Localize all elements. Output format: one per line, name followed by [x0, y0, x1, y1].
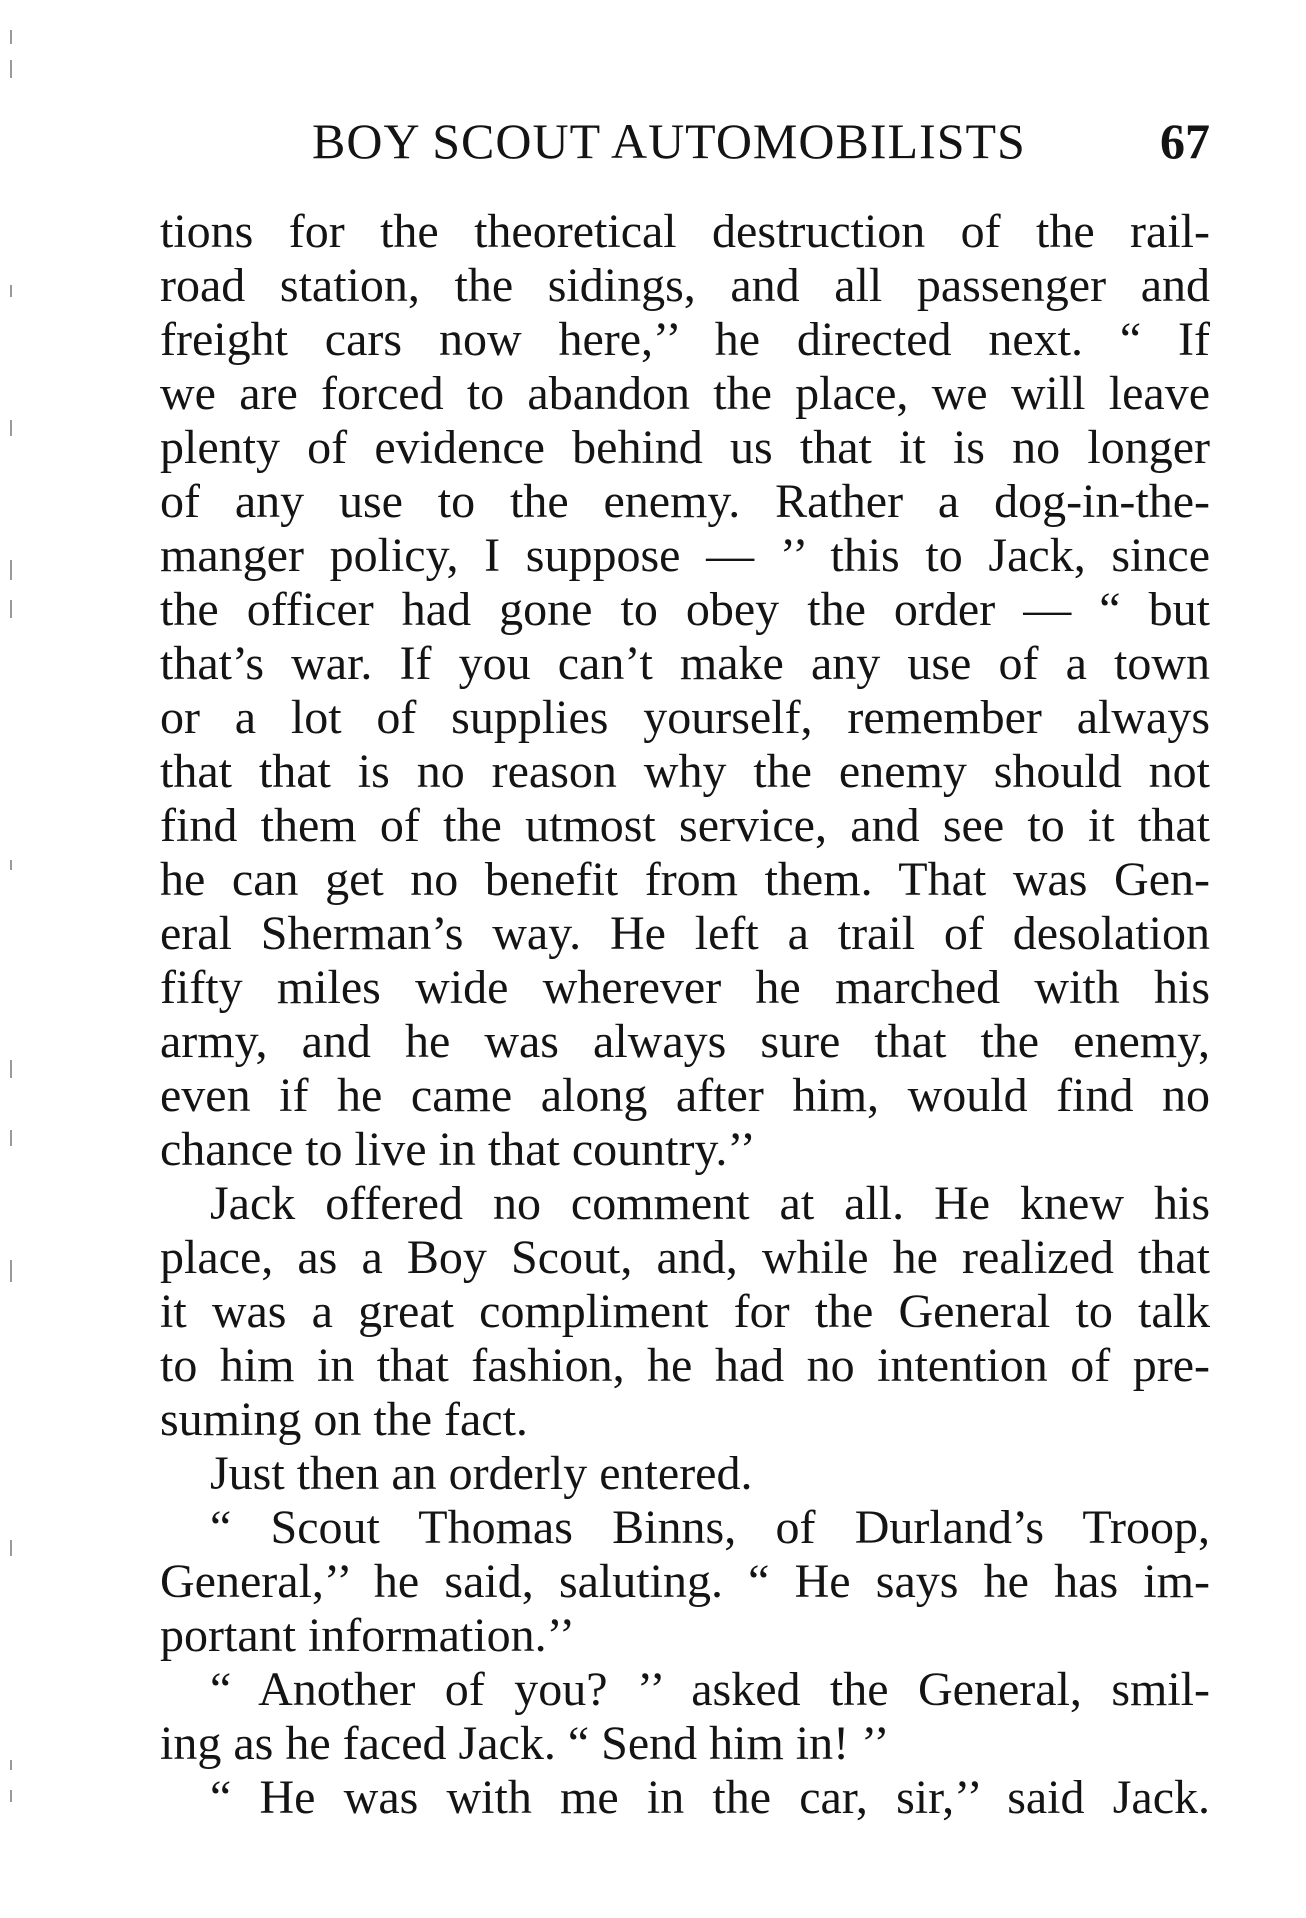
text-line: “ He was with me in the car, sir,’’ said Jack.: [210, 1771, 1210, 1824]
text-line: of any use to the enemy. Rather a dog-in-the-: [160, 475, 1210, 528]
text-line: Just then an orderly entered.: [210, 1447, 753, 1500]
text-line: even if he came along after him, would find no: [160, 1069, 1210, 1122]
page-number: 67: [1160, 113, 1210, 169]
text-line: road station, the sidings, and all passenger and: [160, 259, 1210, 312]
text-line: it was a great compliment for the General to talk: [160, 1285, 1210, 1338]
gutter-mark: [10, 60, 12, 78]
text-line: that that is no reason why the enemy should not: [160, 745, 1210, 798]
gutter-mark: [10, 560, 12, 580]
text-line: army, and he was always sure that the enemy,: [160, 1015, 1210, 1068]
text-line: place, as a Boy Scout, and, while he realized that: [160, 1231, 1210, 1284]
text-line: the officer had gone to obey the order — “ but: [160, 583, 1210, 636]
text-line: or a lot of supplies yourself, remember always: [160, 691, 1210, 744]
gutter-mark: [10, 30, 12, 44]
text-line: “ Scout Thomas Binns, of Durland’s Troop,: [210, 1501, 1210, 1554]
text-line: “ Another of you? ’’ asked the General, smil-: [210, 1663, 1210, 1716]
gutter-mark: [10, 600, 12, 618]
gutter-mark: [10, 1060, 12, 1078]
gutter-mark: [10, 1540, 12, 1556]
text-line: chance to live in that country.’’: [160, 1123, 756, 1176]
gutter-mark: [10, 285, 12, 297]
text-line: he can get no benefit from them. That was Gen-: [160, 853, 1210, 906]
gutter-mark: [10, 1760, 12, 1770]
body-text: [160, 205, 1210, 1825]
gutter-marks: [10, 0, 14, 1918]
running-title: BOY SCOUT AUTOMOBILISTS: [312, 113, 1026, 169]
text-line: eral Sherman’s way. He left a trail of desolation: [160, 907, 1210, 960]
text-line: manger policy, I suppose — ’’ this to Jack, since: [160, 529, 1210, 582]
text-line: find them of the utmost service, and see to it that: [160, 799, 1210, 852]
text-line: Jack offered no comment at all. He knew his: [210, 1177, 1210, 1230]
text-line: plenty of evidence behind us that it is no longer: [160, 421, 1210, 474]
text-line: that’s war. If you can’t make any use of a town: [160, 637, 1210, 690]
text-line: fifty miles wide wherever he marched with his: [160, 961, 1210, 1014]
text-line: tions for the theoretical destruction of the rail-: [160, 205, 1210, 258]
text-line: suming on the fact.: [160, 1393, 528, 1446]
gutter-mark: [10, 1260, 12, 1282]
text-line: to him in that fashion, he had no intention of pre-: [160, 1339, 1210, 1392]
gutter-mark: [10, 860, 12, 870]
text-line: we are forced to abandon the place, we will leave: [160, 367, 1210, 420]
text-line: portant information.’’: [160, 1609, 575, 1662]
gutter-mark: [10, 420, 12, 436]
text-line: ing as he faced Jack. “ Send him in! ’’: [160, 1717, 890, 1770]
text-line: General,’’ he said, saluting. “ He says he has im-: [160, 1555, 1210, 1608]
text-line: freight cars now here,’’ he directed next. “ If: [160, 313, 1210, 366]
running-head: [160, 112, 1210, 172]
gutter-mark: [10, 1790, 12, 1802]
gutter-mark: [10, 1130, 12, 1146]
